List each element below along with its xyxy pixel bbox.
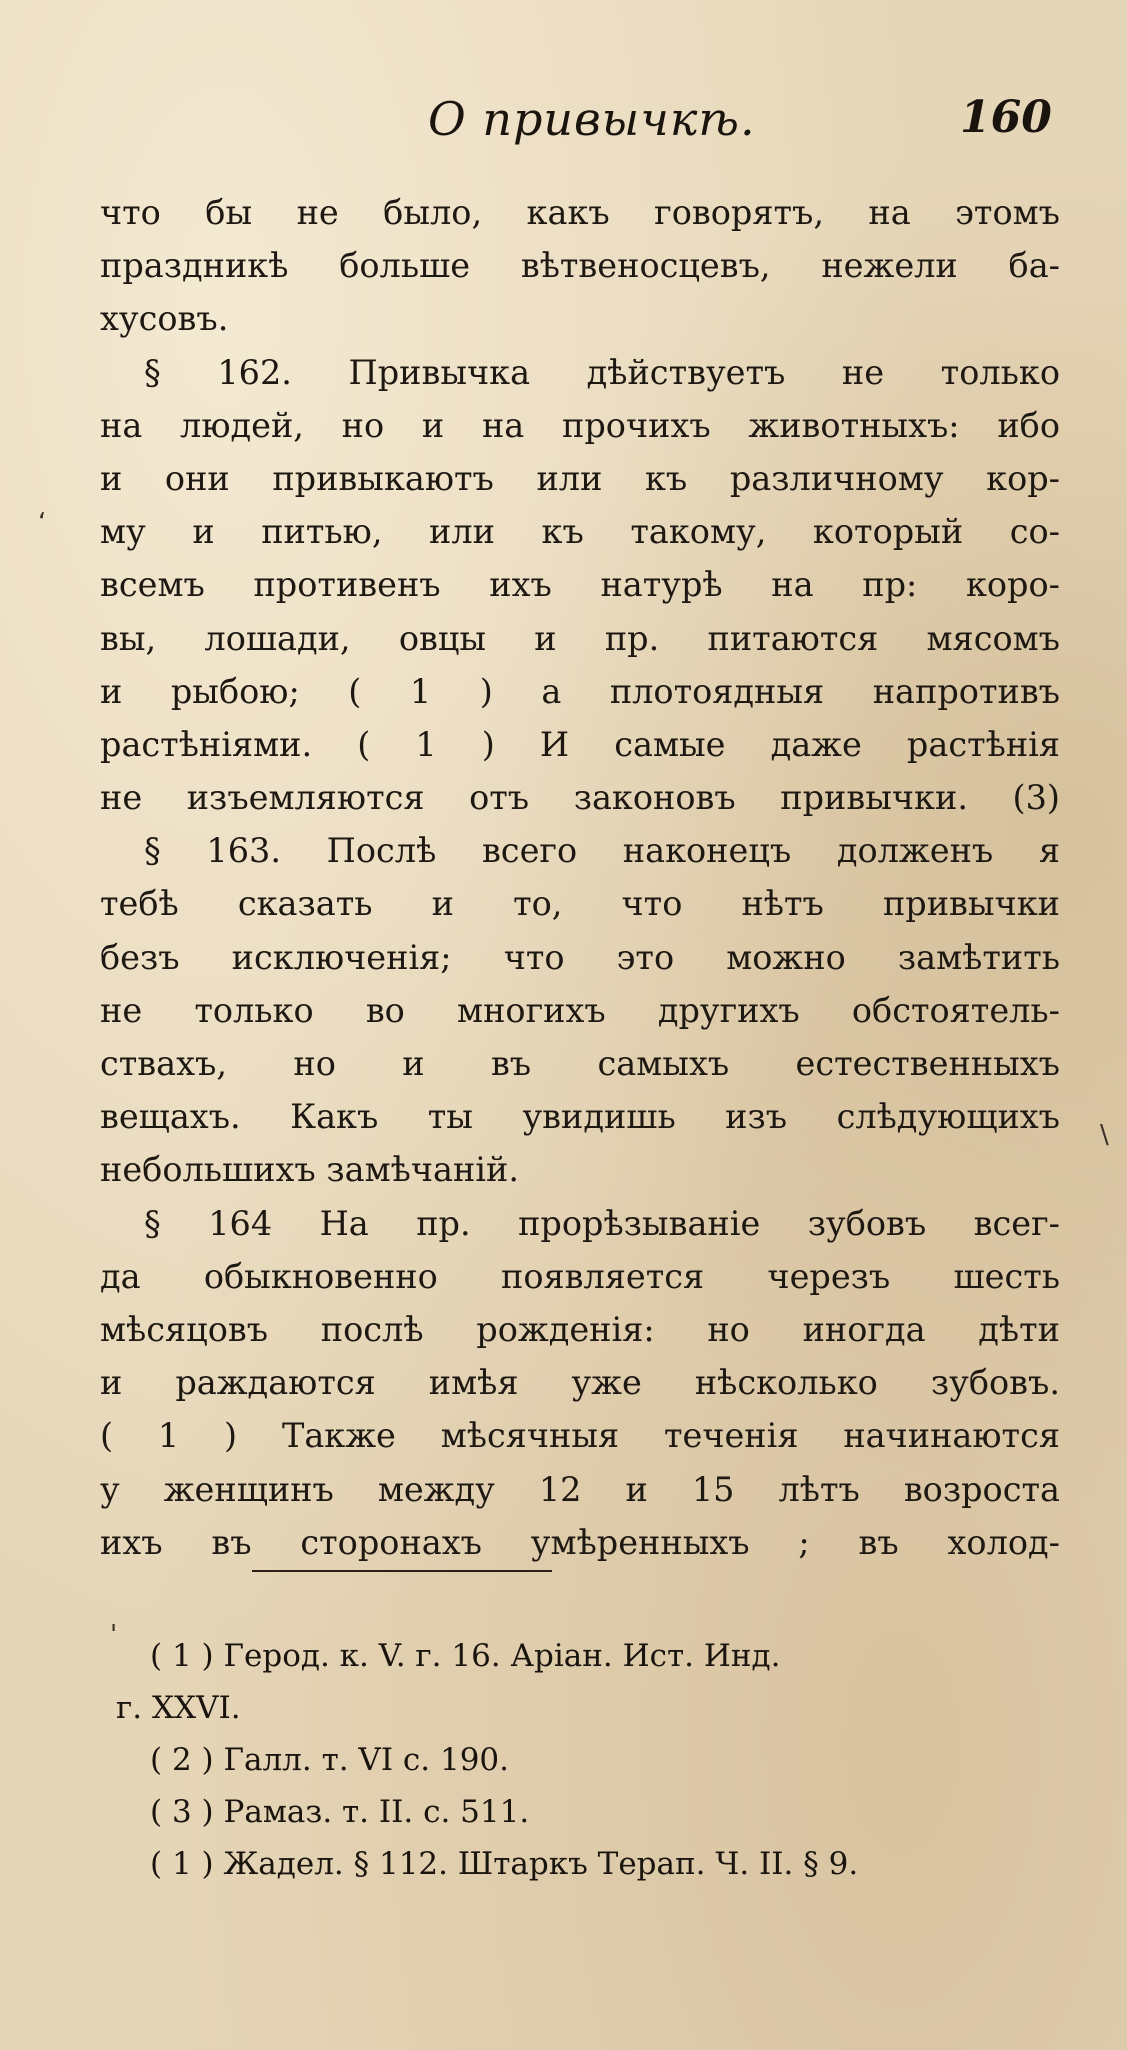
text-line: вещахъ. Какъ ты увидишь изъ слѣдующихъ [100,1097,1060,1137]
paragraph-164-start: § 164 На пр. прорѣзываніе зубовъ всег- [144,1203,1060,1243]
footnote-divider [252,1570,552,1572]
footnote: ( 2 ) Галл. т. VI с. 190. [150,1742,510,1778]
margin-mark: ' [110,1620,118,1650]
text-line: и рыбою; ( 1 ) а плотоядныя напротивъ [100,671,1060,711]
footnote: ( 1 ) Герод. к. V. г. 16. Аріан. Ист. Инд. [150,1638,781,1674]
text-line: и они привыкаютъ или къ различному кор- [100,458,1060,498]
text-line: тебѣ сказать и то, что нѣтъ привычки [100,884,1060,924]
running-title: О привычкѣ. [428,92,756,146]
page-header [0,92,1127,162]
text-line: и раждаются имѣя уже нѣсколько зубовъ. [100,1363,1060,1403]
text-line: у женщинъ между 12 и 15 лѣтъ возроста [100,1469,1060,1509]
footnote: ( 1 ) Жадел. § 112. Штаркъ Терап. Ч. II. § 9. [150,1846,859,1882]
text-line: мѣсяцовъ послѣ рожденія: но иногда дѣти [100,1309,1060,1349]
text-line: не только во многихъ другихъ обстоятель- [100,990,1060,1030]
text-line: ( 1 ) Также мѣсячныя теченія начинаются [100,1416,1060,1456]
footnote-continuation: г. XXVI. [116,1690,241,1726]
text-line: му и питью, или къ такому, который со- [100,512,1060,552]
footnote: ( 3 ) Рамаз. т. II. с. 511. [150,1794,530,1830]
paragraph-163-start: § 163. Послѣ всего наконецъ долженъ я [144,831,1060,871]
text-line: что бы не было, какъ говорятъ, на этомъ [100,193,1060,232]
main-text [100,186,1060,1569]
text-line: вы, лошади, овцы и пр. питаются мясомъ [100,618,1060,658]
text-line: небольшихъ замѣчаній. [100,1150,519,1190]
text-line: на людей, но и на прочихъ животныхъ: ибо [100,405,1060,445]
page-number: 160 [960,92,1052,143]
margin-mark: \ [1100,1120,1109,1150]
text-line: хусовъ. [100,299,229,339]
footnotes [116,1630,1060,1890]
text-line: всемъ противенъ ихъ натурѣ на пр: коро- [100,565,1060,605]
text-line: ствахъ, но и въ самыхъ естественныхъ [100,1044,1060,1083]
margin-mark: ‘ [38,508,47,538]
text-line: да обыкновенно появляется черезъ шесть [100,1256,1060,1296]
text-line: ихъ въ сторонахъ умѣренныхъ ; въ холод- [100,1522,1060,1562]
paragraph-162-start: § 162. Привычка дѣйствуетъ не только [144,352,1060,392]
text-line: не изъемляются отъ законовъ привычки. (3) [100,778,1060,818]
text-line: праздникѣ больше вѣтвеносцевъ, нежели ба- [100,246,1060,286]
text-line: растѣніями. ( 1 ) И самые даже растѣнія [100,724,1060,764]
text-line: безъ исключенія; что это можно замѣтить [100,937,1060,977]
